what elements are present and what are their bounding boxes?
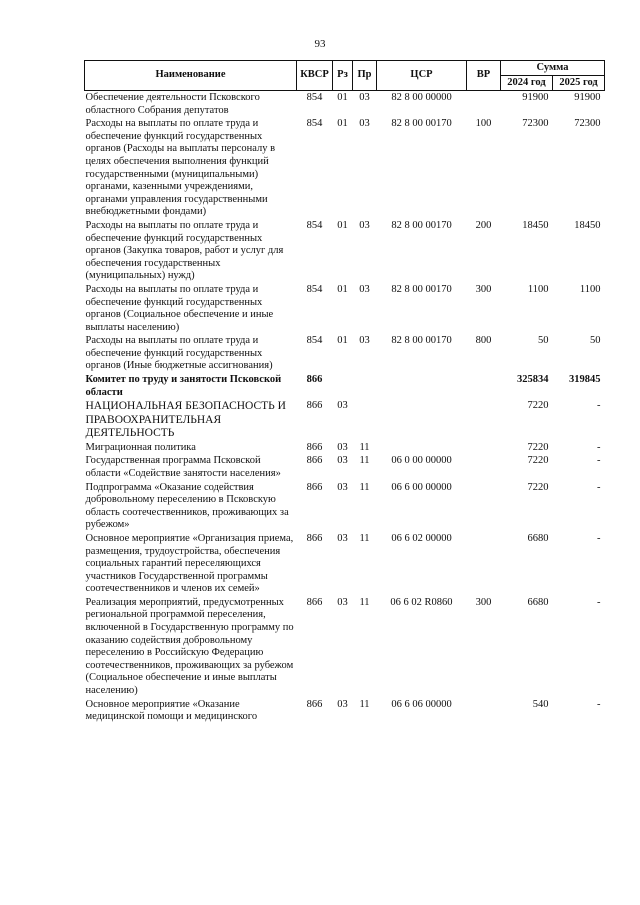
- cell-amount-2024: 6680: [527, 532, 549, 544]
- cell-name: Расходы на выплаты по оплате труда и обеспечение функций государственных органов (Расходы на выплаты персоналу в целях обеспечения выполнения функций государственными (муниципальными) органами, казенными учреждениями, органами управления государственными внебюджетными фондами): [85, 118, 276, 218]
- cell-vr: [467, 399, 501, 441]
- cell-amount-2024: 50: [538, 335, 549, 347]
- cell-csr: 06 0 00 00000: [391, 455, 452, 467]
- table-row: [85, 91, 605, 118]
- cell-kvsr: 866: [306, 374, 323, 386]
- cell-csr: 82 8 00 00170: [391, 335, 452, 347]
- cell-name: Расходы на выплаты по оплате труда и обеспечение функций государственных органов (Закупка товаров, работ и услуг для обеспечения государственных (муниципальных) нужд): [85, 219, 284, 282]
- table-row: [85, 481, 605, 532]
- cell-vr: [467, 481, 501, 532]
- cell-amount-2025: 50: [590, 335, 601, 347]
- cell-amount-2024: 7220: [527, 455, 549, 467]
- table-row: [85, 441, 605, 455]
- cell-kvsr: 854: [306, 283, 323, 295]
- cell-kvsr: 866: [306, 400, 323, 412]
- cell-amount-2024: 1100: [527, 283, 549, 295]
- cell-amount-2025: 91900: [574, 92, 601, 103]
- cell-amount-2024: 7220: [527, 400, 549, 412]
- cell-csr: 82 8 00 00000: [391, 92, 452, 103]
- table-row: [85, 283, 605, 334]
- header-year-2024: 2024 год: [501, 76, 553, 91]
- header-name: Наименование: [85, 61, 297, 91]
- table-row: [85, 373, 605, 399]
- cell-name: Расходы на выплаты по оплате труда и обеспечение функций государственных органов (Иные бюджетные ассигнования): [85, 335, 273, 372]
- header-vr: ВР: [467, 61, 501, 91]
- cell-kvsr: 866: [306, 481, 323, 493]
- cell-csr: 06 6 02 00000: [391, 532, 452, 544]
- cell-vr: 300: [475, 283, 492, 295]
- cell-name: Реализация мероприятий, предусмотренных региональной программой переселения, включенной в Государственную программу по оказанию содействия добровольному переселению в Российскую Федерацию соотечественников, проживающих за рубежом (Социальное обеспечение и иные выплаты населению): [85, 596, 294, 697]
- cell-rz: 01: [337, 335, 348, 347]
- budget-table-wrapper: [84, 60, 604, 724]
- cell-rz: 03: [337, 455, 348, 467]
- cell-name: Основное мероприятие «Оказание медицинской помощи и медицинского: [85, 698, 258, 723]
- cell-pr: 03: [359, 219, 370, 231]
- cell-csr: 06 6 06 00000: [391, 698, 452, 710]
- cell-name: Подпрограмма «Оказание содействия добровольному переселению в Псковскую область соотечественников, проживающих за рубежом»: [85, 481, 289, 531]
- cell-amount-2025: 72300: [574, 118, 601, 130]
- cell-amount-2025: -: [597, 532, 601, 544]
- cell-pr: 03: [359, 335, 370, 347]
- cell-amount-2025: -: [597, 400, 601, 412]
- cell-name: Миграционная политика: [85, 441, 196, 453]
- cell-name: Основное мероприятие «Организация приема, размещения, трудоустройства, обеспечения социальных гарантий переселяющихся участников Государственной программы соотечественников и членов их семей»: [85, 532, 294, 595]
- table-header: [85, 61, 605, 91]
- cell-name: Расходы на выплаты по оплате труда и обеспечение функций государственных органов (Социальное обеспечение и иные выплаты населению): [85, 283, 274, 333]
- cell-amount-2025: 1100: [579, 283, 601, 295]
- table-row: [85, 454, 605, 480]
- cell-amount-2024: 7220: [527, 481, 549, 493]
- cell-vr: [467, 698, 501, 724]
- cell-amount-2024: 72300: [522, 118, 549, 130]
- cell-amount-2025: 18450: [574, 219, 601, 231]
- cell-rz: 01: [337, 118, 348, 130]
- table-row: [85, 399, 605, 441]
- cell-amount-2024: 7220: [527, 441, 549, 453]
- cell-name: Государственная программа Псковской области «Содействие занятости населения»: [85, 455, 281, 479]
- cell-amount-2024: 6680: [527, 596, 549, 608]
- cell-vr: 200: [475, 219, 492, 231]
- cell-pr: 11: [359, 698, 370, 710]
- cell-csr: [377, 441, 467, 455]
- cell-csr: 82 8 00 00170: [391, 118, 452, 130]
- cell-pr: 03: [359, 283, 370, 295]
- table-row: [85, 596, 605, 698]
- cell-kvsr: 854: [306, 335, 323, 347]
- cell-csr: [377, 399, 467, 441]
- cell-pr: 11: [359, 455, 370, 467]
- table-row: [85, 532, 605, 596]
- cell-amount-2025: -: [597, 455, 601, 467]
- table-row: [85, 334, 605, 373]
- table-row: [85, 117, 605, 219]
- cell-csr: 82 8 00 00170: [391, 283, 452, 295]
- cell-pr: [353, 373, 377, 399]
- cell-vr: 800: [475, 335, 492, 347]
- cell-amount-2024: 18450: [522, 219, 549, 231]
- header-kvsr: КВСР: [297, 61, 333, 91]
- cell-name: НАЦИОНАЛЬНАЯ БЕЗОПАСНОСТЬ И ПРАВООХРАНИТЕЛЬНАЯ ДЕЯТЕЛЬНОСТЬ: [85, 400, 286, 440]
- cell-amount-2025: -: [597, 698, 601, 710]
- cell-kvsr: 866: [306, 441, 323, 453]
- cell-amount-2025: -: [597, 441, 601, 453]
- cell-pr: 11: [359, 532, 370, 544]
- cell-kvsr: 854: [306, 118, 323, 130]
- cell-pr: [353, 399, 377, 441]
- header-year-2025: 2025 год: [553, 76, 605, 91]
- table-body: [85, 91, 605, 724]
- cell-amount-2024: 325834: [517, 374, 549, 386]
- cell-rz: 03: [337, 532, 348, 544]
- cell-amount-2024: 540: [532, 698, 549, 710]
- cell-csr: 82 8 00 00170: [391, 219, 452, 231]
- cell-csr: 06 6 02 R0860: [390, 596, 453, 608]
- page-number: 93: [314, 38, 326, 50]
- cell-rz: 01: [337, 283, 348, 295]
- cell-kvsr: 866: [306, 596, 323, 608]
- table-row: [85, 219, 605, 283]
- cell-rz: 01: [337, 92, 348, 103]
- cell-kvsr: 866: [306, 455, 323, 467]
- cell-pr: 11: [359, 481, 370, 493]
- cell-vr: [467, 441, 501, 455]
- cell-vr: [467, 91, 501, 118]
- header-csr: ЦСР: [377, 61, 467, 91]
- cell-rz: 03: [337, 481, 348, 493]
- cell-pr: 11: [359, 596, 370, 608]
- header-pr: Пр: [353, 61, 377, 91]
- cell-vr: [467, 454, 501, 480]
- cell-rz: 03: [337, 596, 348, 608]
- cell-vr: 100: [475, 118, 492, 130]
- cell-amount-2025: 319845: [569, 374, 601, 386]
- cell-amount-2025: -: [597, 481, 601, 493]
- cell-pr: 03: [359, 118, 370, 130]
- cell-pr: 03: [359, 92, 370, 103]
- budget-table: [84, 60, 605, 724]
- cell-kvsr: 866: [306, 532, 323, 544]
- cell-vr: 300: [475, 596, 492, 608]
- table-row: [85, 698, 605, 724]
- cell-csr: 06 6 00 00000: [391, 481, 452, 493]
- cell-kvsr: 854: [306, 92, 323, 103]
- cell-amount-2025: -: [597, 596, 601, 608]
- cell-rz: 03: [337, 441, 348, 453]
- cell-rz: 01: [337, 219, 348, 231]
- cell-rz: 03: [337, 698, 348, 710]
- cell-name: Комитет по труду и занятости Псковской области: [85, 374, 282, 398]
- cell-kvsr: 866: [306, 698, 323, 710]
- header-rz: Рз: [333, 61, 353, 91]
- cell-csr: [377, 373, 467, 399]
- cell-pr: 11: [359, 441, 370, 453]
- cell-vr: [467, 532, 501, 596]
- cell-rz: [333, 373, 353, 399]
- cell-kvsr: 854: [306, 219, 323, 231]
- header-sum: Сумма: [501, 61, 605, 76]
- cell-rz: 03: [337, 400, 348, 412]
- cell-name: Обеспечение деятельности Псковского областного Собрания депутатов: [85, 92, 260, 116]
- cell-vr: [467, 373, 501, 399]
- cell-amount-2024: 91900: [522, 92, 549, 103]
